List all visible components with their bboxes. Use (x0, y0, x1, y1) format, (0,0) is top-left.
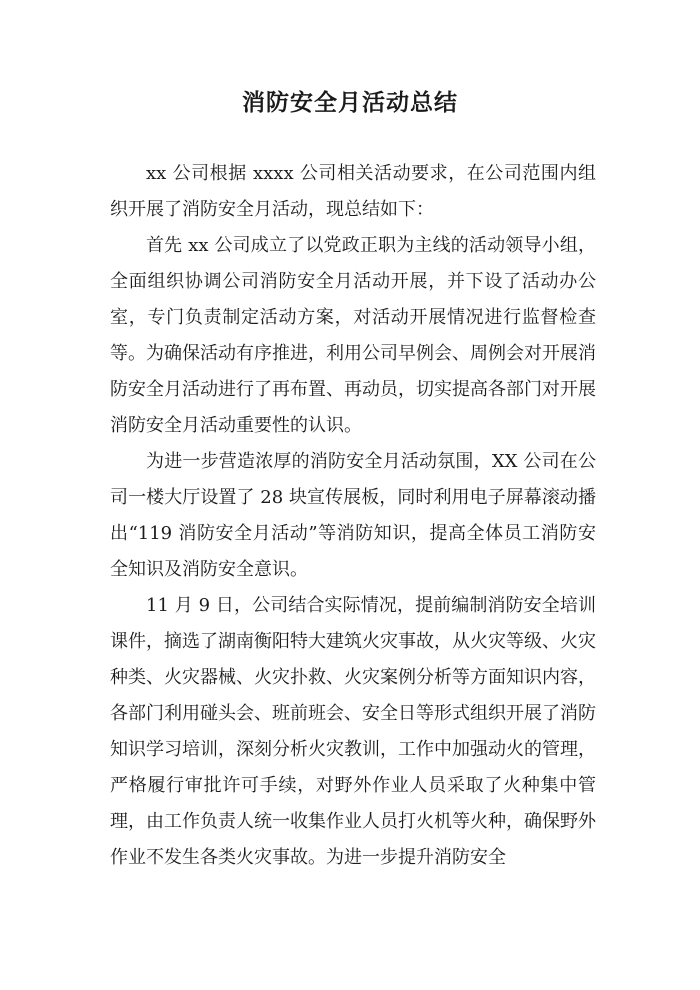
paragraph-leadership: 首先 xx 公司成立了以党政正职为主线的活动领导小组，全面组织协调公司消防安全月活动开展，并下设了活动办公室，专门负责制定活动方案，对活动开展情况进行监督检查等。为确保活动有序推进，利用公司早例会、周例会对开展消防安全月活动进行了再布置、再动员，切实提高各部门对开展消防安全月活动重要性的认识。 (110, 235, 596, 436)
paragraph-intro: xx 公司根据 xxxx 公司相关活动要求，在公司范围内组织开展了消防安全月活动，现总结如下： (110, 163, 596, 220)
document-body (110, 156, 596, 876)
document-title: 消防安全月活动总结 (242, 90, 458, 116)
paragraph-training: 11 月 9 日，公司结合实际情况，提前编制消防安全培训课件，摘选了湖南衡阳特大建筑火灾事故，从火灾等级、火灾种类、火灾器械、火灾扑救、火灾案例分析等方面知识内容，各部门利用碰头会、班前班会、安全日等形式组织开展了消防知识学习培训，深刻分析火灾教训，工作中加强动火的管理，严格履行审批许可手续，对野外作业人员采取了火种集中管理，由工作负责人统一收集作业人员打火机等火种，确保野外作业不发生各类火灾事故。为进一步提升消防安全 (110, 595, 596, 868)
paragraph-publicity: 为进一步营造浓厚的消防安全月活动氛围，XX 公司在公司一楼大厅设置了 28 块宣传展板，同时利用电子屏幕滚动播出“119 消防安全月活动”等消防知识，提高全体员工消防安全知识及消防安全意识。 (110, 451, 596, 580)
